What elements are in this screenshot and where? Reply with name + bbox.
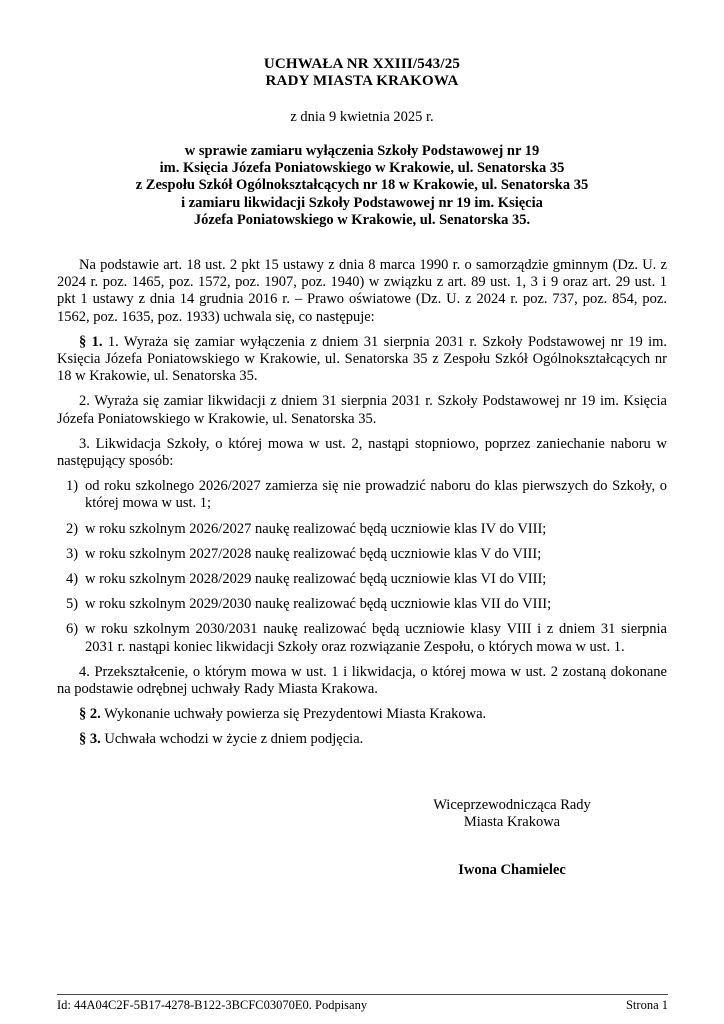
subject-line: w sprawie zamiaru wyłączenia Szkoły Podstawowej nr 19 (184, 143, 540, 159)
list-item-3-text: w roku szkolnym 2027/2028 naukę realizować będą uczniowie klas V do VIII; (85, 545, 542, 562)
subject-line: i zamiaru likwidacji Szkoły Podstawowej nr 19 im. Księcia (181, 194, 543, 211)
resolution-number: UCHWAŁA NR XXIII/543/25 (263, 56, 461, 72)
list-item-3-marker: 3) (66, 545, 79, 562)
paragraph-1-ust-4: 4. Przekształcenie, o którym mowa w ust. 1 i likwidacja, o której mowa w ust. 2 zostaną dokonane na podstawie odrębnej uchwały Rady Miasta Krakowa. (57, 663, 667, 698)
list-item-4-text: w roku szkolnym 2028/2029 naukę realizować będą uczniowie klas VI do VIII; (85, 571, 547, 588)
paragraph-2-text: Wykonanie uchwały powierza się Prezydentowi Miasta Krakowa. (104, 706, 487, 723)
paragraph-1-ust-1-text: 1. Wyraża się zamiar wyłączenia z dniem 31 sierpnia 2031 r. Szkoły Podstawowej nr 19 im. Księcia Józefa Poniatowskiego w Krakowie, ul. Senatorska 35 z Zespołu Szkół Ogólnokształcących nr 18 w Krakowie, ul. Senatorska 35. (57, 333, 668, 385)
list-item-6-text: w roku szkolnym 2030/2031 naukę realizować będą uczniowie klasy VIII i z dniem 31 sierpnia 2031 r. nastąpi koniec likwidacji Szkoły oraz rozwiązanie Zespołu, o których mowa w ust. 1. (85, 621, 667, 655)
list-item-3 (57, 546, 667, 563)
paragraph-3-text: Uchwała wchodzi w życie z dniem podjęcia. (104, 731, 364, 748)
section-3-marker: § 3. (79, 731, 101, 748)
resolution-date: z dnia 9 kwietnia 2025 r. (290, 109, 434, 125)
list-item-5-text: w roku szkolnym 2029/2030 naukę realizować będą uczniowie klas VII do VIII; (85, 596, 552, 613)
subject-line: im. Księcia Józefa Poniatowskiego w Krakowie, ul. Senatorska 35 (159, 160, 565, 177)
resolution-body (57, 257, 667, 749)
subject-line: Józefa Poniatowskiego w Krakowie, ul. Senatorska 35. (193, 211, 531, 228)
section-2-marker: § 2. (79, 706, 101, 723)
list-item-2-marker: 2) (66, 520, 79, 537)
list-item-4-marker: 4) (66, 571, 79, 588)
paragraph-1-ust-2: 2. Wyraża się zamiar likwidacji z dniem 31 sierpnia 2031 r. Szkoły Podstawowej nr 19 im. Księcia Józefa Poniatowskiego w Krakowie, ul. Senatorska 35. (57, 393, 667, 427)
list-item-1-text: od roku szkolnego 2026/2027 zamierza się nie prowadzić naboru do klas pierwszych do Szkoły, o której mowa w ust. 1; (85, 478, 667, 512)
paragraph-1-ust-1 (57, 334, 667, 386)
section-1-marker: § 1. (79, 333, 103, 350)
list-item-6-marker: 6) (66, 621, 79, 638)
page-footer (57, 994, 668, 1012)
page-number: Strona 1 (625, 998, 668, 1012)
paragraph-1-ust-3: 3. Likwidacja Szkoły, o której mowa w ust. 2, nastąpi stopniowo, poprzez zaniechanie naboru w następujący sposób: (57, 435, 667, 470)
signature-block (426, 797, 598, 880)
list-item-1 (57, 478, 667, 512)
legal-basis-paragraph: Na podstawie art. 18 ust. 2 pkt 15 ustawy z dnia 8 marca 1990 r. o samorządzie gminnym (Dz. U. z 2024 r. poz. 1465, poz. 1572, poz. 1907, poz. 1940) w związku z art. 89 ust. 1, 3 i 9 oraz art. 29 ust. 1 pkt 1 ustawy z dnia 14 grudnia 2016 r. – Prawo oświatowe (Dz. U. z 2024 r. poz. 737, poz. 854, poz. 1562, poz. 1635, poz. 1933) uchwala się, co następuje: (57, 257, 667, 325)
council-name: RADY MIASTA KRAKOWA (265, 73, 459, 89)
list-item-1-marker: 1) (66, 478, 79, 495)
list-item-5 (57, 596, 667, 613)
signer-role-line-1: Wiceprzewodnicząca Rady (433, 797, 591, 813)
paragraph-3 (57, 731, 667, 748)
paragraph-2 (57, 706, 667, 723)
resolution-subject (57, 143, 667, 229)
list-item-5-marker: 5) (66, 596, 79, 613)
list-item-6 (57, 621, 667, 655)
document-id: Id: 44A04C2F-5B17-4278-B122-3BCFC03070E0. Podpisany (57, 998, 368, 1012)
list-item-2 (57, 521, 667, 538)
list-item-4 (57, 571, 667, 588)
subject-line: z Zespołu Szkół Ogólnokształcących nr 18 w Krakowie, ul. Senatorska 35 (135, 177, 589, 194)
signer-name: Iwona Chamielec (458, 862, 566, 879)
signer-role-line-2: Miasta Krakowa (463, 814, 561, 831)
list-item-2-text: w roku szkolnym 2026/2027 naukę realizować będą uczniowie klas IV do VIII; (85, 520, 547, 537)
